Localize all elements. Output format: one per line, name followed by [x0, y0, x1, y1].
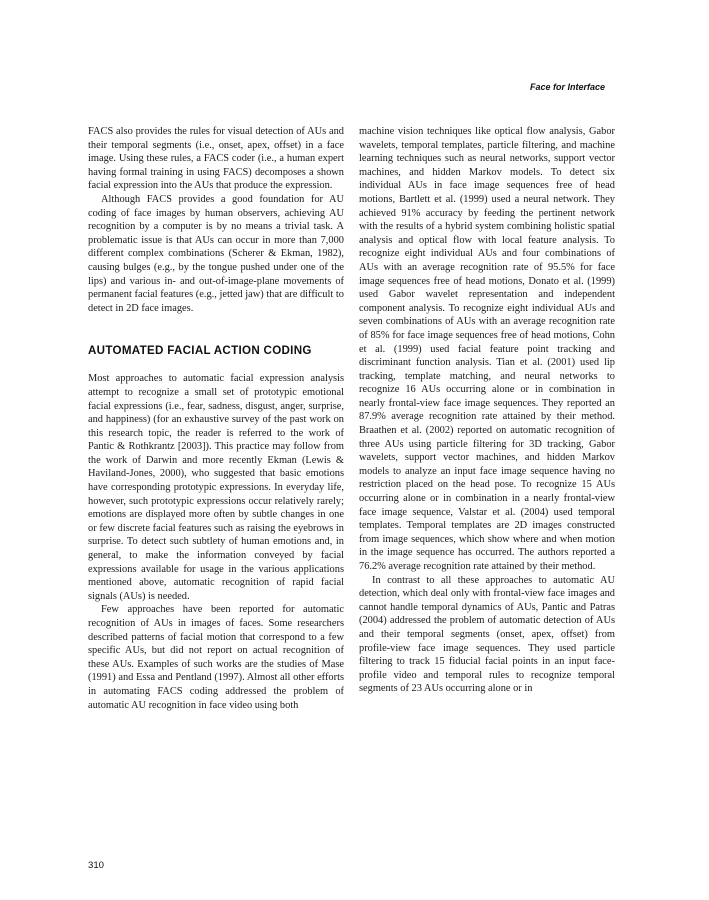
paragraph: In contrast to all these approaches to automatic AU detection, which deal only with frontal-view face images and cannot handle temporal dynamics of AUs, Pantic and Patras (2004) addressed the problem of automatic detection of AUs and their temporal segments (onset, apex, offset) from profile-view face image sequences. They used particle filtering to track 15 fiducial facial points in an input face-profile video and temporal rules to recognize temporal segments of 23 AUs occurring alone or in — [359, 574, 615, 695]
page-number: 310 — [88, 860, 105, 871]
paragraph: Although FACS provides a good foundation for AU coding of face images by human observers, achieving AU recognition by a computer is by no means a trivial task. A problematic issue is that AUs can occur in more than 7,000 different complex combinations (Scherer & Ekman, 1982), causing bulges (e.g., by the tongue pushed under one of the lips) and various in- and out-of-image-plane movements of permanent facial features (e.g., jetted jaw) that are difficult to detect in 2D face images. — [88, 193, 344, 314]
running-head: Face for Interface — [529, 82, 605, 92]
paragraph: Most approaches to automatic facial expression analysis attempt to recognize a small set of prototypic emotional facial expressions (i.e., fear, sadness, disgust, anger, surprise, and happiness) (for an exhaustive survey of the past work on this research topic, the reader is referred to the work of Pantic & Rothkrantz [2003]). This practice may follow from the work of Darwin and more recently Ekman (Lewis & Haviland-Jones, 2000), who suggested that basic emotions have corresponding prototypic expressions. In everyday life, however, such prototypic expressions occur relatively rarely; emotions are displayed more often by subtle changes in one or few discrete facial features such as raising the eyebrows in surprise. To detect such subtlety of human emotions and, in general, to make the information conveyed by facial expressions available for usage in the various applications mentioned above, automatic recognition of rapid facial signals (AUs) is needed. — [88, 373, 344, 602]
right-column — [359, 125, 615, 696]
paragraph: Few approaches have been reported for automatic recognition of AUs in images of faces. Some researchers described patterns of facial motion that correspond to a few specific AUs, but did not report on actual recognition of these AUs. Examples of such works are the studies of Mase (1991) and Essa and Pentland (1997). Almost all other efforts in automating FACS coding addressed the problem of automatic AU recognition in face video using both — [88, 604, 344, 711]
paragraph: machine vision techniques like optical flow analysis, Gabor wavelets, temporal templates, particle filtering, and machine learning techniques such as neural networks, support vector machines, and hidden Markov models. To detect six individual AUs in face image sequences free of head motions, Bartlett et al. (1999) used a neural network. They achieved 91% accuracy by feeding the pertinent network with the results of a hybrid system combining holistic spatial analysis and optical flow with local feature analysis. To recognize eight individual AUs and four combinations of AUs with an average recognition rate of 95.5% for face image sequences free of head motions, Donato et al. (1999) used Gabor wavelet representation and independent component analysis. To recognize eight individual AUs and seven combinations of AUs with an average recognition rate of 85% for face image sequences free of head motions, Cohn et al. (1999) used facial feature point tracking and discriminant function analysis. Tian et al. (2001) used lip tracking, template matching, and neural networks to recognize 16 AUs occurring alone or in combination in nearly frontal-view face image sequences. They reported an 87.9% average recognition rate attained by their method. Braathen et al. (2002) reported on automatic recognition of three AUs using particle filtering for 3D tracking, Gabor wavelets, support vector machines, and hidden Markov models to analyze an input face image sequence having no restriction placed on the head pose. To recognize 15 AUs occurring alone or in combination in a nearly frontal-view face image sequence, Valstar et al. (2004) used temporal templates. Temporal templates are 2D images constructed from image sequences, which show where and when motion in the image sequence has occurred. The authors reported a 76.2% average recognition rate attained by their method. — [359, 126, 615, 572]
section-heading: AUTOMATED FACIAL ACTION CODING — [88, 344, 312, 358]
left-column — [88, 125, 344, 712]
paragraph: FACS also provides the rules for visual detection of AUs and their temporal segments (i.e., onset, apex, offset) in a face image. Using these rules, a FACS coder (i.e., a human expert having formal training in using FACS) decomposes a shown facial expression into the AUs that produce the expression. — [88, 126, 344, 192]
